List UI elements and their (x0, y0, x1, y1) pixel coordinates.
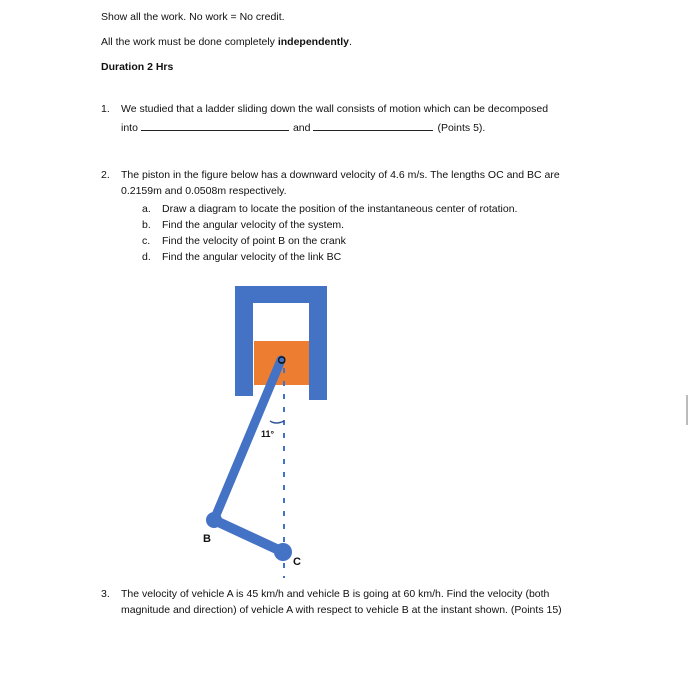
q1-number: 1. (101, 103, 110, 115)
instruction-emphasis: independently (277, 36, 350, 48)
q1-into: into (121, 122, 138, 134)
label-b: B (203, 533, 211, 545)
q3-text-line2: magnitude and direction) of vehicle A with respect to vehicle B at the instant shown. (Points 15) (121, 604, 562, 616)
q1-and: and (292, 122, 311, 134)
q2-text-line1: The piston in the figure below has a downward velocity of 4.6 m/s. The lengths OC and BC are (121, 169, 560, 181)
q2-part-a-text: Draw a diagram to locate the position of the instantaneous center of rotation. (162, 203, 518, 215)
q2-number: 2. (101, 169, 110, 181)
crank-bc (214, 520, 283, 552)
q2-part-c-text: Find the velocity of point B on the crank (162, 235, 346, 247)
q2-text-line2: 0.2159m and 0.0508m respectively. (121, 185, 287, 197)
q2-part-d-label: d. (142, 251, 151, 263)
q2-part-a-label: a. (142, 203, 151, 215)
page-edge-shadow (686, 395, 688, 425)
label-c: C (293, 556, 301, 568)
instruction-text: All the work must be done completely (101, 36, 278, 48)
q2-part-d-text: Find the angular velocity of the link BC (162, 251, 342, 263)
label-o: O (275, 355, 287, 365)
q1-points: (Points 5). (437, 122, 486, 134)
duration-label: Duration 2 Hrs (101, 61, 174, 73)
q2-part-c-label: c. (142, 235, 151, 247)
angle-arc (270, 421, 284, 423)
angle-label: 11° (261, 429, 275, 439)
q3-number: 3. (101, 588, 110, 600)
q2-part-b-label: b. (142, 219, 151, 231)
q2-part-b-text: Find the angular velocity of the system. (162, 219, 345, 231)
joint-b (206, 512, 222, 528)
q3-text-line1: The velocity of vehicle A is 45 km/h and vehicle B is going at 60 km/h. Find the velocity (both (121, 588, 550, 600)
joint-c (274, 543, 292, 561)
instruction-period: . (349, 36, 352, 48)
q1-text-line1: We studied that a ladder sliding down the wall consists of motion which can be decomposed (121, 103, 549, 115)
instruction-line-work: Show all the work. No work = No credit. (101, 11, 285, 23)
